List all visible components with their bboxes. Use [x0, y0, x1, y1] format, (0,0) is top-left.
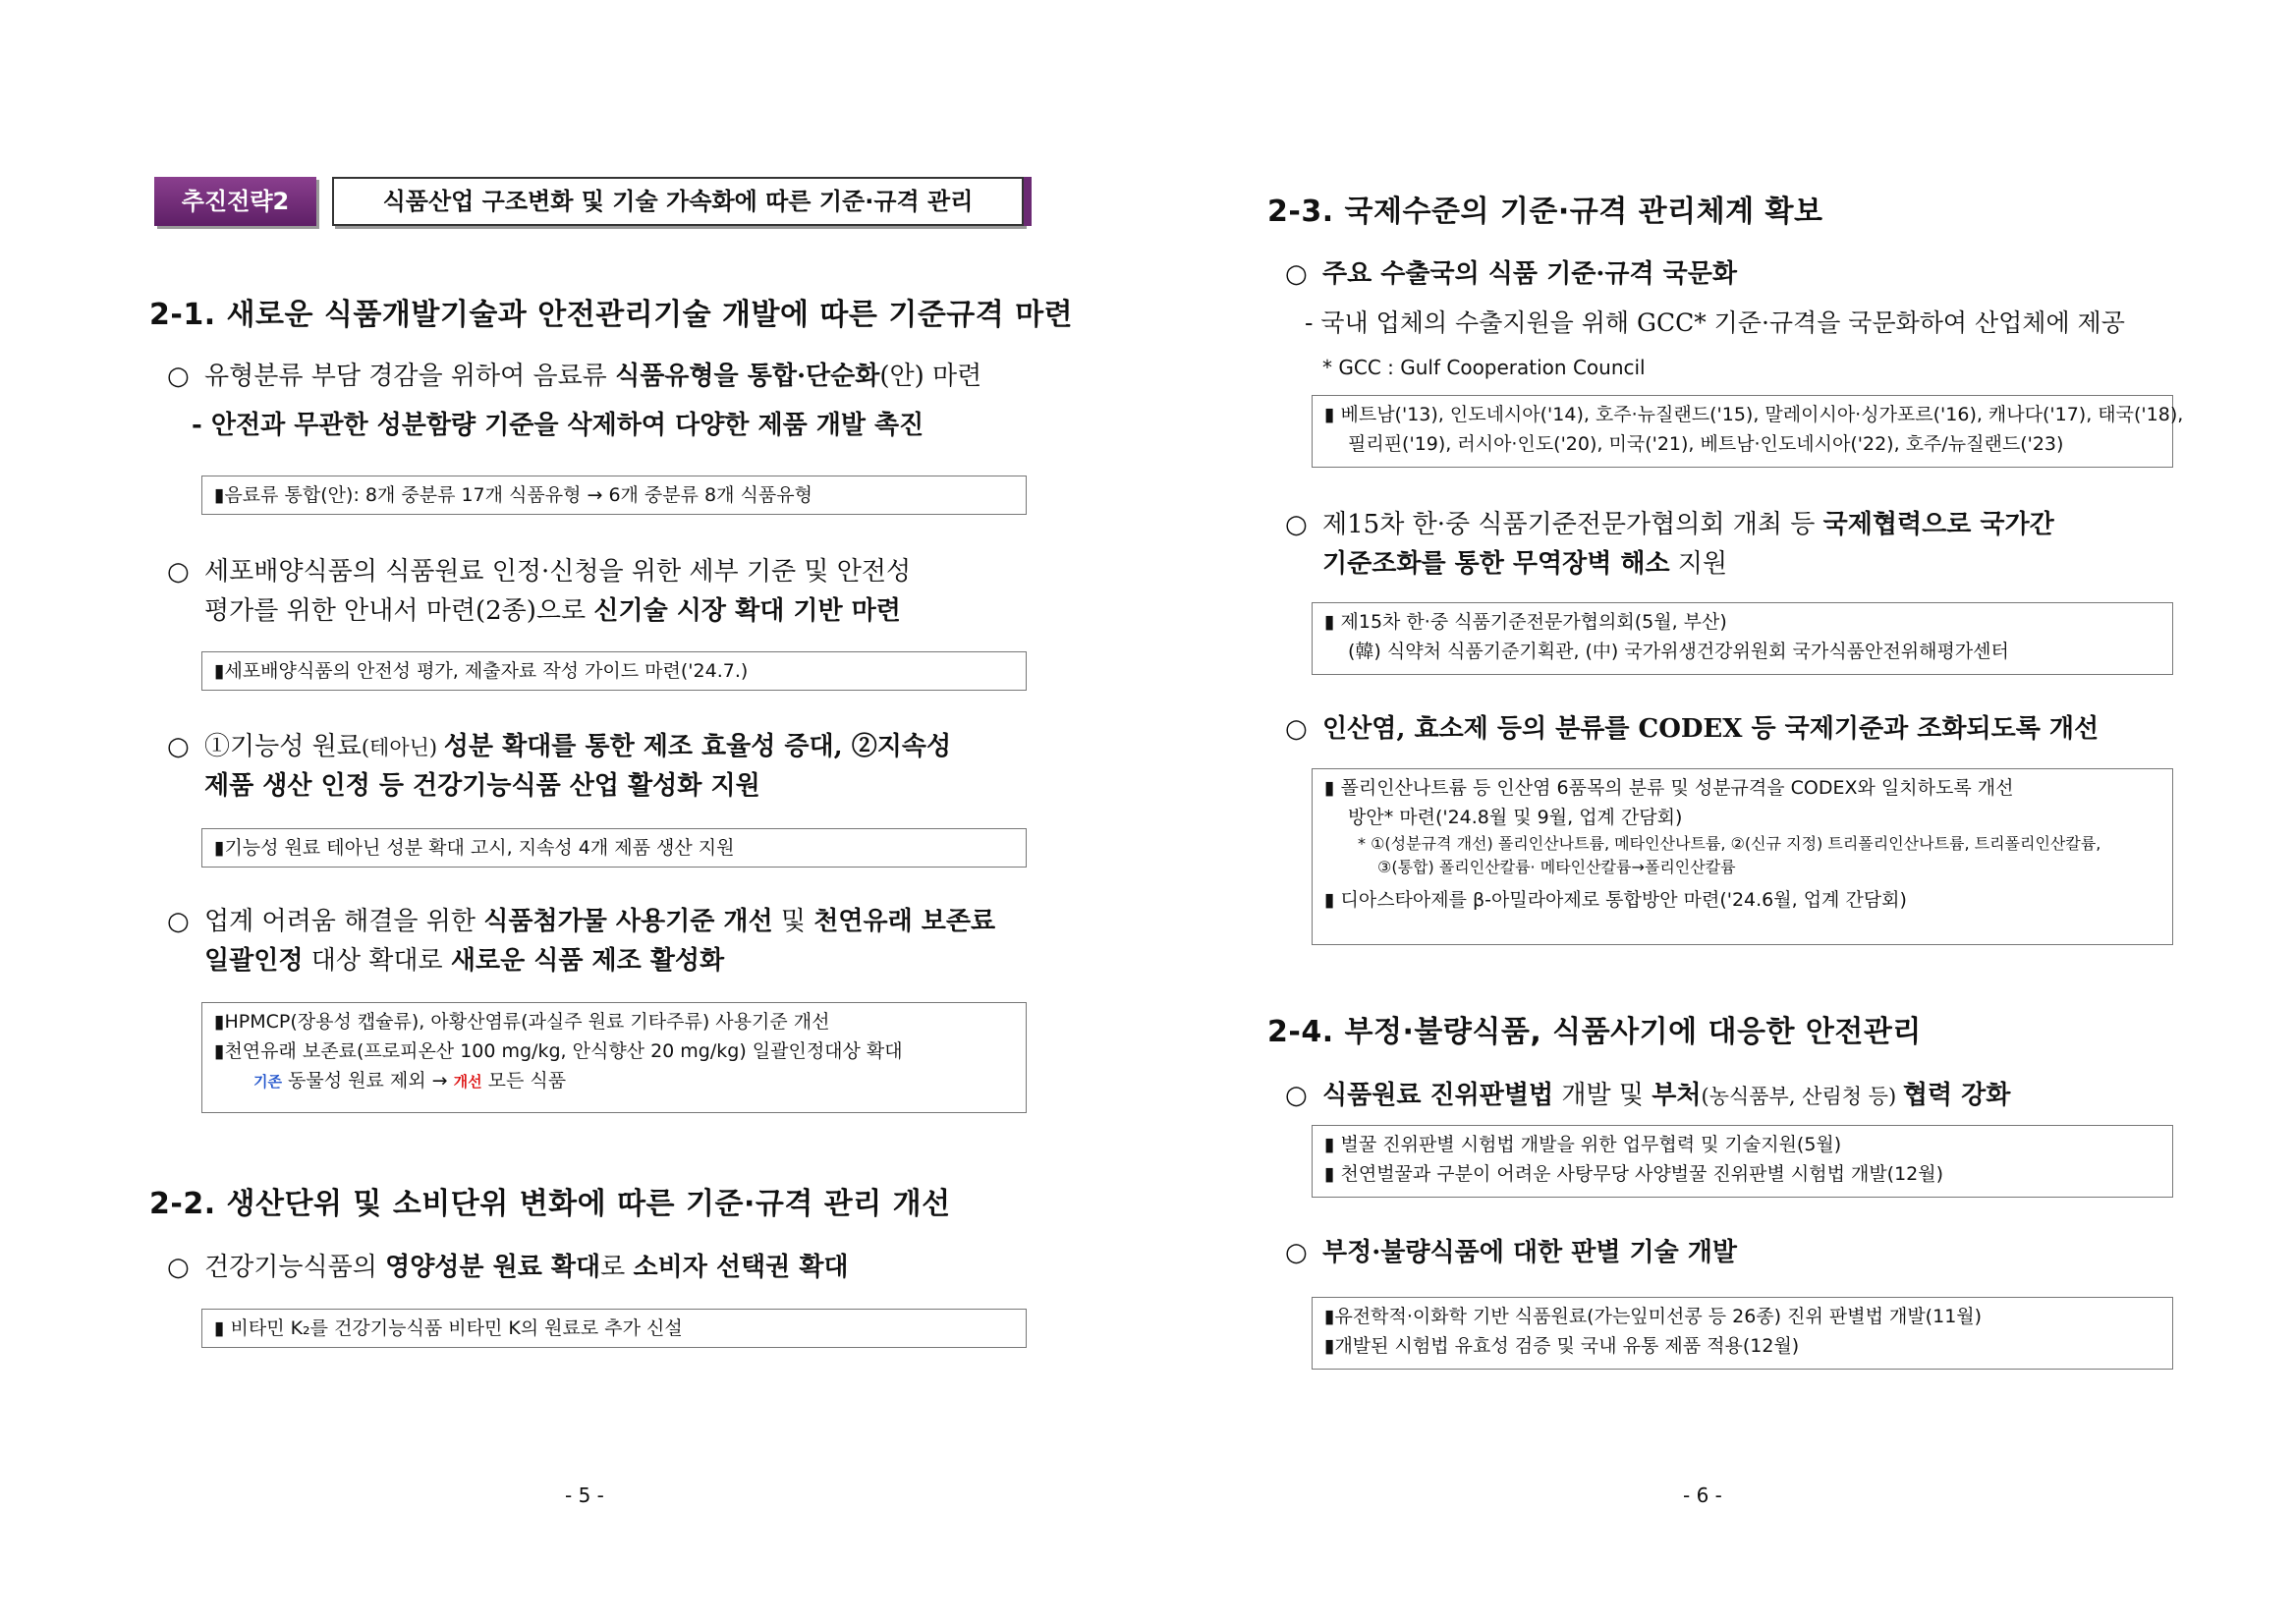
label-improved: 개선 [453, 1073, 482, 1091]
box-line: ▮세포배양식품의 안전성 평가, 제출자료 작성 가이드 마련('24.7.) [214, 660, 749, 682]
bullet-text-bold: 국제협력으로 국가간 [1822, 510, 2054, 539]
circle-bullet-icon: ○ [1285, 510, 1308, 539]
bullet-text: ①기능성 원료 [204, 732, 362, 761]
bullet-2-1-3-line2: 제품 생산 인정 등 건강기능식품 산업 활성화 지원 [204, 771, 760, 801]
box-line: ▮ 비타민 K₂를 건강기능식품 비타민 K의 원료로 추가 신설 [214, 1317, 683, 1339]
bullet-text-small: (테아닌) [361, 736, 444, 759]
bullet-text-bold: 기준조화를 통한 무역장벽 해소 [1322, 549, 1670, 579]
box-line: 필리핀('19), 러시아·인도('20), 미국('21), 베트남·인도네시아('22), 호주/뉴질랜드('23) [1348, 433, 2064, 455]
bullet-text: 세포배양식품의 식품원료 인정·신청을 위한 세부 기준 및 안전성 [204, 557, 912, 587]
box-line: ▮기능성 원료 테아닌 성분 확대 고시, 지속성 4개 제품 생산 지원 [214, 837, 735, 859]
circle-bullet-icon: ○ [1285, 714, 1308, 744]
box-line-compare [214, 1066, 1016, 1096]
bullet-text: 로 [600, 1253, 634, 1282]
page-number: - 5 - [565, 1484, 604, 1507]
circle-bullet-icon: ○ [167, 907, 190, 936]
bullet-text: 업계 어려움 해결을 위한 [204, 907, 484, 936]
existing-text: 동물성 원료 제외 → [288, 1070, 454, 1092]
strategy-tag: 추진전략2 [154, 177, 316, 226]
section-2-2-title: 2-2. 생산단위 및 소비단위 변화에 따른 기준·규격 관리 개선 [149, 1187, 951, 1221]
bullet-text: (안) 마련 [879, 362, 982, 391]
bullet-text-bold: 부처 [1652, 1081, 1702, 1110]
bullet-2-1-4 [167, 902, 995, 941]
bullet-text-bold: 새로운 식품 제조 활성화 [450, 946, 725, 976]
info-box-2-1-2 [201, 651, 1027, 691]
circle-bullet-icon: ○ [167, 732, 190, 761]
bullet-text: 건강기능식품의 [204, 1253, 386, 1282]
improved-text: 모든 식품 [487, 1070, 567, 1092]
box-line: ▮HPMCP(장용성 캡슐류), 아황산염류(과실주 원료 기타주류) 사용기준 개선 [214, 1011, 830, 1033]
bullet-text: 제15차 한·중 식품기준전문가협의회 개최 등 [1322, 510, 1823, 539]
bullet-text-bold: 부정·불량식품에 대한 판별 기술 개발 [1322, 1238, 1737, 1267]
info-box-2-1-4 [201, 1002, 1027, 1113]
bullet-2-3-2-line2 [1322, 544, 1727, 584]
info-box-2-2-1 [201, 1309, 1027, 1348]
bullet-text-small: (농식품부, 산림청 등) [1701, 1085, 1903, 1108]
bullet-text-bold: 협력 강화 [1902, 1081, 2011, 1110]
bullet-2-1-1 [167, 357, 981, 396]
circle-bullet-icon: ○ [167, 1253, 190, 1282]
section-2-1-title: 2-1. 새로운 식품개발기술과 안전관리기술 개발에 따른 기준규격 마련 [149, 298, 1074, 332]
info-box-2-3-2 [1312, 602, 2173, 675]
bullet-2-3-3 [1285, 709, 2099, 749]
box-line-note: ③(통합) 폴리인산칼륨· 메타인산칼륨→폴리인산칼륨 [1377, 858, 1736, 876]
box-line: ▮유전학적·이화학 기반 식품원료(가는잎미선콩 등 26종) 진위 판별법 개발(11월) [1324, 1306, 1983, 1327]
bullet-text-bold: 주요 수출국의 식품 기준·규격 국문화 [1322, 259, 1737, 289]
box-line: ▮음료류 통합(안): 8개 중분류 17개 식품유형 → 6개 중분류 8개 식품유형 [214, 484, 812, 506]
box-line: 방안* 마련('24.8월 및 9월, 업계 간담회) [1348, 807, 1683, 828]
page-number: - 6 - [1683, 1484, 1722, 1507]
box-line: ▮ 천연벌꿀과 구분이 어려운 사탕무당 사양벌꿀 진위판별 시험법 개발(12월) [1324, 1163, 1944, 1185]
page-right [1148, 0, 2295, 1624]
bullet-text: 평가를 위한 안내서 마련(2종)으로 [204, 596, 594, 626]
bullet-text-bold: 식품원료 진위판별법 [1322, 1081, 1554, 1110]
circle-bullet-icon: ○ [167, 362, 190, 391]
info-box-2-3-3 [1312, 768, 2173, 945]
bullet-text-bold: 소비자 선택권 확대 [633, 1253, 849, 1282]
box-line: ▮ 디아스타아제를 β-아밀라아제로 통합방안 마련('24.6월, 업계 간담회) [1324, 889, 1907, 911]
bullet-2-4-1 [1285, 1076, 2010, 1116]
box-line: ▮천연유래 보존료(프로피온산 100 mg/kg, 안식향산 20 mg/kg) 일괄인정대상 확대 [214, 1040, 903, 1062]
bullet-text-bold: 성분 확대를 통한 제조 효율성 증대, ②지속성 [443, 732, 952, 761]
section-2-4-title: 2-4. 부정·불량식품, 식품사기에 대응한 안전관리 [1267, 1015, 1922, 1049]
sub-bullet-2-3-1: - 국내 업체의 수출지원을 위해 GCC* 기준·규격을 국문화하여 산업체에 제공 [1305, 308, 2125, 337]
box-line: ▮ 제15차 한·중 식품기준전문가협의회(5월, 부산) [1324, 611, 1727, 633]
strategy-title: 식품산업 구조변화 및 기술 가속화에 따른 기준·규격 관리 [332, 177, 1024, 226]
bullet-text: 대상 확대로 [303, 946, 451, 976]
bullet-2-1-3 [167, 727, 951, 767]
bullet-2-1-2 [167, 552, 911, 591]
bullet-text-bold: 인산염, 효소제 등의 분류를 CODEX 등 국제기준과 조화되도록 개선 [1322, 714, 2100, 744]
circle-bullet-icon: ○ [1285, 259, 1308, 289]
info-box-2-4-2 [1312, 1297, 2173, 1370]
section-2-3-title: 2-3. 국제수준의 기준·규격 관리체계 확보 [1267, 195, 1823, 229]
bullet-text-bold: 천연유래 보존료 [813, 907, 996, 936]
circle-bullet-icon: ○ [167, 557, 190, 587]
label-existing: 기존 [253, 1073, 282, 1091]
bullet-text-bold: 영양성분 원료 확대 [385, 1253, 601, 1282]
box-line: ▮ 폴리인산나트륨 등 인산염 6품목의 분류 및 성분규격을 CODEX와 일치하도록 개선 [1324, 777, 2014, 799]
bullet-2-2-1 [167, 1248, 849, 1287]
box-line: (韓) 식약처 식품기준기획관, (中) 국가위생건강위원회 국가식품안전위해평가센터 [1348, 641, 2009, 662]
info-box-2-3-1 [1312, 395, 2184, 468]
info-box-2-1-1 [201, 476, 1027, 515]
bullet-text-bold: 식품첨가물 사용기준 개선 [483, 907, 773, 936]
bullet-2-1-2-line2 [204, 591, 901, 631]
sub-bullet-2-1-1: - 안전과 무관한 성분함량 기준을 삭제하여 다양한 제품 개발 촉진 [192, 411, 924, 440]
box-line: ▮개발된 시험법 유효성 검증 및 국내 유통 제품 적용(12월) [1324, 1335, 1800, 1357]
info-box-2-1-3 [201, 828, 1027, 868]
bullet-2-1-4-line2 [204, 941, 724, 980]
bullet-text-bold: 일괄인정 [204, 946, 304, 976]
box-line: ▮ 벌꿀 진위판별 시험법 개발을 위한 업무협력 및 기술지원(5월) [1324, 1134, 1842, 1155]
bullet-2-3-1 [1285, 254, 1737, 294]
footnote-gcc: * GCC : Gulf Cooperation Council [1322, 356, 1646, 379]
bullet-text: 개발 및 [1553, 1081, 1652, 1110]
bullet-2-3-2 [1285, 505, 2054, 544]
box-line: ▮ 베트남('13), 인도네시아('14), 호주·뉴질랜드('15), 말레이시아·싱가포르('16), 캐나다('17), 태국('18), [1324, 404, 2184, 425]
box-line-note: * ①(성분규격 개선) 폴리인산나트륨, 메타인산나트륨, ②(신규 지정) 트리폴리인산나트륨, 트리폴리인산칼륨, [1358, 834, 2101, 853]
bullet-text-bold: 식품유형을 통합·단순화 [615, 362, 880, 391]
bullet-2-4-2 [1285, 1233, 1737, 1272]
bullet-text: 유형분류 부담 경감을 위하여 음료류 [204, 362, 616, 391]
strategy-accent-bar [1024, 177, 1032, 226]
circle-bullet-icon: ○ [1285, 1238, 1308, 1267]
bullet-text: 및 [772, 907, 814, 936]
circle-bullet-icon: ○ [1285, 1081, 1308, 1110]
bullet-text-bold: 신기술 시장 확대 기반 마련 [593, 596, 901, 626]
bullet-text: 지원 [1669, 549, 1728, 579]
info-box-2-4-1 [1312, 1125, 2173, 1198]
